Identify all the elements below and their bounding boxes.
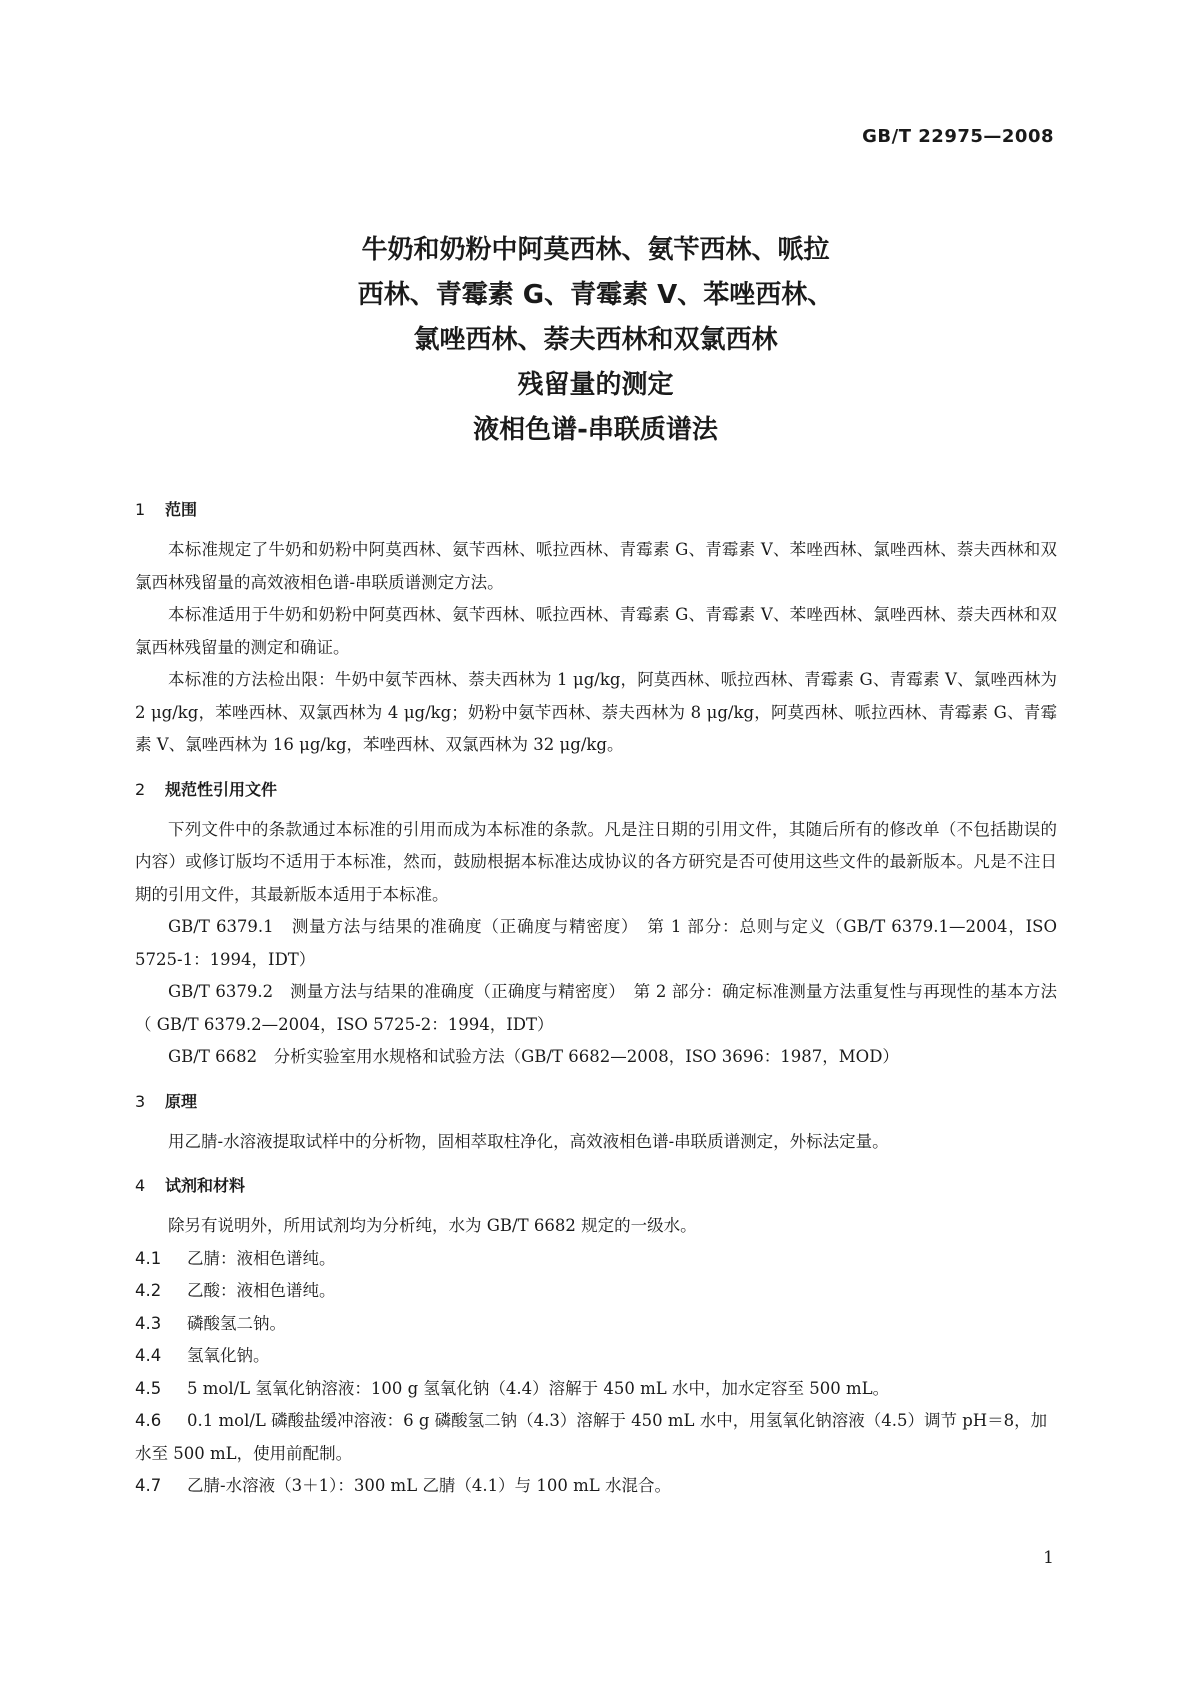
section-title: 试剂和材料 bbox=[165, 1176, 246, 1195]
section-heading-normative-references bbox=[135, 778, 1057, 802]
reagent-item bbox=[135, 1373, 1057, 1406]
item-number: 4.6 bbox=[135, 1411, 162, 1430]
reference-entry: GB/T 6682 分析实验室用水规格和试验方法（GB/T 6682—2008，ISO 3696：1987，MOD） bbox=[168, 1047, 899, 1066]
document-body bbox=[135, 498, 1057, 1503]
reagent-item bbox=[135, 1405, 1057, 1470]
item-number: 4.3 bbox=[135, 1313, 162, 1333]
item-number: 4.7 bbox=[135, 1476, 162, 1495]
item-text: 磷酸氢二钠。 bbox=[187, 1313, 286, 1333]
item-text: 0.1 mol/L 磷酸盐缓冲溶液：6 g 磷酸氢二钠（4.3）溶解于 450 mL 水中，用氢氧化钠溶液（4.5）调节 pH＝8，加水至 500 mL，使用前配制。 bbox=[135, 1411, 1048, 1463]
page-number: 1 bbox=[1043, 1548, 1054, 1568]
title-line: 氯唑西林、萘夫西林和双氯西林 bbox=[413, 325, 778, 355]
item-number: 4.5 bbox=[135, 1378, 162, 1398]
paragraph: 下列文件中的条款通过本标准的引用而成为本标准的条款。凡是注日期的引用文件，其随后所有的修改单（不包括勘误的内容）或修订版均不适用于本标准，然而，鼓励根据本标准达成协议的各方研究是否可使用这些文件的最新版本。凡是不注日期的引用文件，其最新版本适用于本标准。 bbox=[135, 819, 1057, 904]
title-line: 西林、青霉素 G、青霉素 V、苯唑西林、 bbox=[357, 280, 834, 310]
paragraph: 本标准适用于牛奶和奶粉中阿莫西林、氨苄西林、哌拉西林、青霉素 G、青霉素 V、苯唑西林、氯唑西林、萘夫西林和双氯西林残留量的测定和确证。 bbox=[135, 605, 1057, 657]
reference-entry: GB/T 6379.2 测量方法与结果的准确度（正确度与精密度） 第 2 部分：确定标准测量方法重复性与再现性的基本方法（ GB/T 6379.2—2004，ISO 5725-2：1994，IDT） bbox=[135, 982, 1057, 1034]
title-line: 残留量的测定 bbox=[517, 370, 674, 400]
reagent-item bbox=[135, 1470, 1057, 1503]
item-text: 氢氧化钠。 bbox=[187, 1346, 270, 1365]
item-text: 乙腈：液相色谱纯。 bbox=[187, 1248, 336, 1268]
reagent-item bbox=[135, 1308, 1057, 1341]
paragraph: 除另有说明外，所用试剂均为分析纯，水为 GB/T 6682 规定的一级水。 bbox=[168, 1216, 697, 1235]
paragraph: 用乙腈-水溶液提取试样中的分析物，固相萃取柱净化，高效液相色谱-串联质谱测定，外标法定量。 bbox=[168, 1131, 889, 1151]
item-number: 4.1 bbox=[135, 1248, 162, 1268]
section-title: 范围 bbox=[165, 500, 198, 519]
section-number: 2 bbox=[135, 779, 146, 799]
section-heading-reagents bbox=[135, 1174, 1057, 1198]
paragraph: 本标准的方法检出限：牛奶中氨苄西林、萘夫西林为 1 μg/kg，阿莫西林、哌拉西林、青霉素 G、青霉素 V、氯唑西林为 2 μg/kg，苯唑西林、双氯西林为 4 μg/kg；奶粉中氨苄西林、萘夫西林为 8 μg/kg，阿莫西林、哌拉西林、青霉素 G、青霉素 V、氯唑西林为 16 μg/kg，苯唑西林、双氯西林为 32 μg/kg。 bbox=[135, 670, 1057, 754]
reference-entry: GB/T 6379.1 测量方法与结果的准确度（正确度与精密度） 第 1 部分：总则与定义（GB/T 6379.1—2004，ISO 5725-1：1994，IDT） bbox=[135, 917, 1057, 969]
section-title: 规范性引用文件 bbox=[165, 779, 278, 799]
section-title: 原理 bbox=[165, 1091, 198, 1111]
title-line: 牛奶和奶粉中阿莫西林、氨苄西林、哌拉 bbox=[361, 235, 830, 265]
item-text: 乙腈-水溶液（3＋1）：300 mL 乙腈（4.1）与 100 mL 水混合。 bbox=[187, 1476, 671, 1495]
section-heading-principle bbox=[135, 1090, 1057, 1114]
paragraph: 本标准规定了牛奶和奶粉中阿莫西林、氨苄西林、哌拉西林、青霉素 G、青霉素 V、苯唑西林、氯唑西林、萘夫西林和双氯西林残留量的高效液相色谱-串联质谱测定方法。 bbox=[135, 540, 1057, 592]
reagent-item bbox=[135, 1243, 1057, 1276]
reagent-item bbox=[135, 1275, 1057, 1308]
item-number: 4.2 bbox=[135, 1281, 162, 1300]
section-number: 4 bbox=[135, 1176, 146, 1195]
standard-code: GB/T 22975—2008 bbox=[862, 126, 1054, 147]
reagent-item bbox=[135, 1340, 1057, 1373]
item-text: 乙酸：液相色谱纯。 bbox=[187, 1281, 336, 1300]
section-number: 3 bbox=[135, 1091, 146, 1111]
section-number: 1 bbox=[135, 500, 146, 519]
document-title bbox=[0, 228, 1191, 453]
item-text: 5 mol/L 氢氧化钠溶液：100 g 氢氧化钠（4.4）溶解于 450 mL 水中，加水定容至 500 mL。 bbox=[187, 1378, 890, 1398]
title-line: 液相色谱-串联质谱法 bbox=[473, 415, 718, 445]
section-heading-scope bbox=[135, 498, 1057, 522]
item-number: 4.4 bbox=[135, 1346, 162, 1365]
